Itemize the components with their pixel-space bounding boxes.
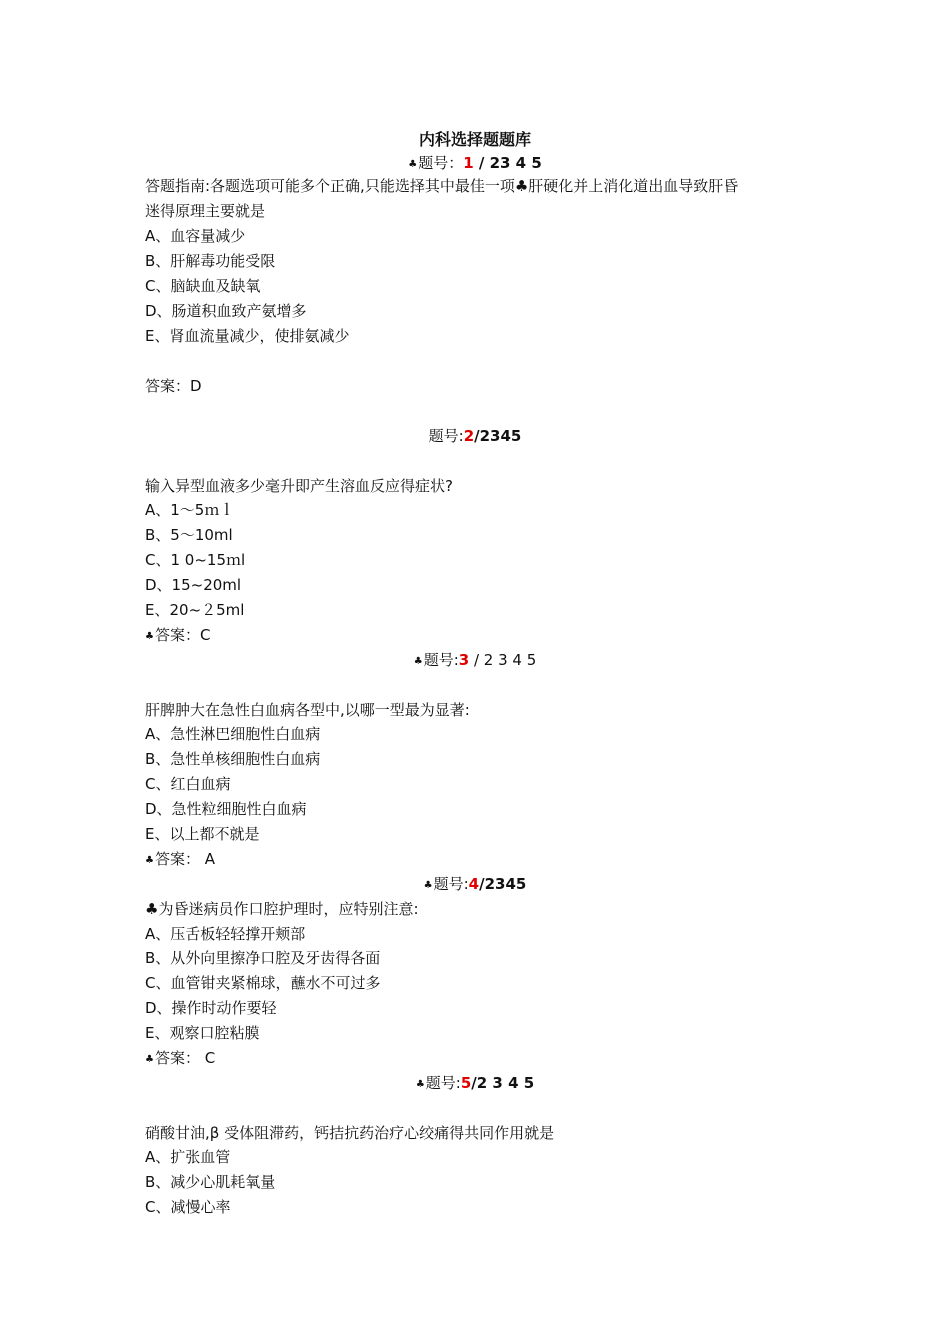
option: C、血管钳夹紧棉球，蘸水不可过多 [145,974,381,992]
question-number: 2 [463,427,475,445]
club-mark-icon: ♣ [145,855,154,866]
question-header: ♣题号:4/2345 [423,875,527,893]
option: D、操作时动作要轻 [145,999,277,1017]
option: B、肝解毒功能受限 [145,252,276,270]
option: A、急性淋巴细胞性白血病 [145,725,321,743]
question-header: ♣题号:5/2 3 4 5 [415,1074,535,1092]
question-number: 4 [468,875,480,893]
option: E、20~２5ml [145,601,245,619]
question-text: 输入异型血液多少毫升即产生溶血反应得症状? [145,477,453,495]
answer: ♣答案：C [145,626,211,644]
answer: ♣答案： C [145,1049,216,1067]
option: A、扩张血管 [145,1148,231,1166]
option: D、15~20ml [145,576,242,594]
option: E、以上都不就是 [145,825,260,843]
question-text: 肝脾肿大在急性白血病各型中,以哪一型最为显著: [145,701,470,719]
question-text: 答题指南:各题选项可能多个正确,只能选择其中最佳一项♣肝硬化并上消化道出血导致肝昏 [145,177,739,195]
option: C、红白血病 [145,775,231,793]
option: B、从外向里擦净口腔及牙齿得各面 [145,949,381,967]
document-title: 内科选择题题库 [418,130,531,149]
question-header: 题号:2/2345 [428,427,522,445]
option: C、减慢心率 [145,1198,231,1216]
question-text: ♣为昏迷病员作口腔护理时，应特别注意: [145,900,419,918]
club-mark-icon: ♣ [423,880,433,891]
option: E、观察口腔粘膜 [145,1024,260,1042]
question-number: 5 [460,1074,472,1092]
answer: ♣答案： A [145,850,215,868]
option: A、1～5ｍｌ [145,501,235,519]
option: D、急性粒细胞性白血病 [145,800,307,818]
option: A、血容量减少 [145,227,246,245]
option: B、减少心肌耗氧量 [145,1173,276,1191]
question-text: 迷得原理主要就是 [145,202,266,220]
option: C、1 0~15ｍl [145,551,246,569]
option: E、肾血流量减少，使排氨减少 [145,327,350,345]
club-mark-icon: ♣ [415,1079,425,1090]
club-mark-icon: ♣ [145,631,154,642]
question-number: 1 [463,154,474,172]
option: D、肠道积血致产氨增多 [145,302,307,320]
option: B、5～10ml [145,526,233,544]
club-mark-icon: ♣ [145,1054,154,1065]
option: A、压舌板轻轻撑开颊部 [145,925,306,943]
question-header: ♣题号：1 / 23 4 5 [408,154,542,172]
club-mark-icon: ♣ [408,159,418,170]
question-text: 硝酸甘油,β 受体阻滞药，钙拮抗药治疗心绞痛得共同作用就是 [145,1124,555,1142]
question-header: ♣题号:3 / 2 3 4 5 [413,651,537,669]
option: C、脑缺血及缺氧 [145,277,261,295]
club-mark-icon: ♣ [413,656,423,667]
answer: 答案：D [145,377,202,395]
option: B、急性单核细胞性白血病 [145,750,321,768]
question-number: 3 [458,651,470,669]
